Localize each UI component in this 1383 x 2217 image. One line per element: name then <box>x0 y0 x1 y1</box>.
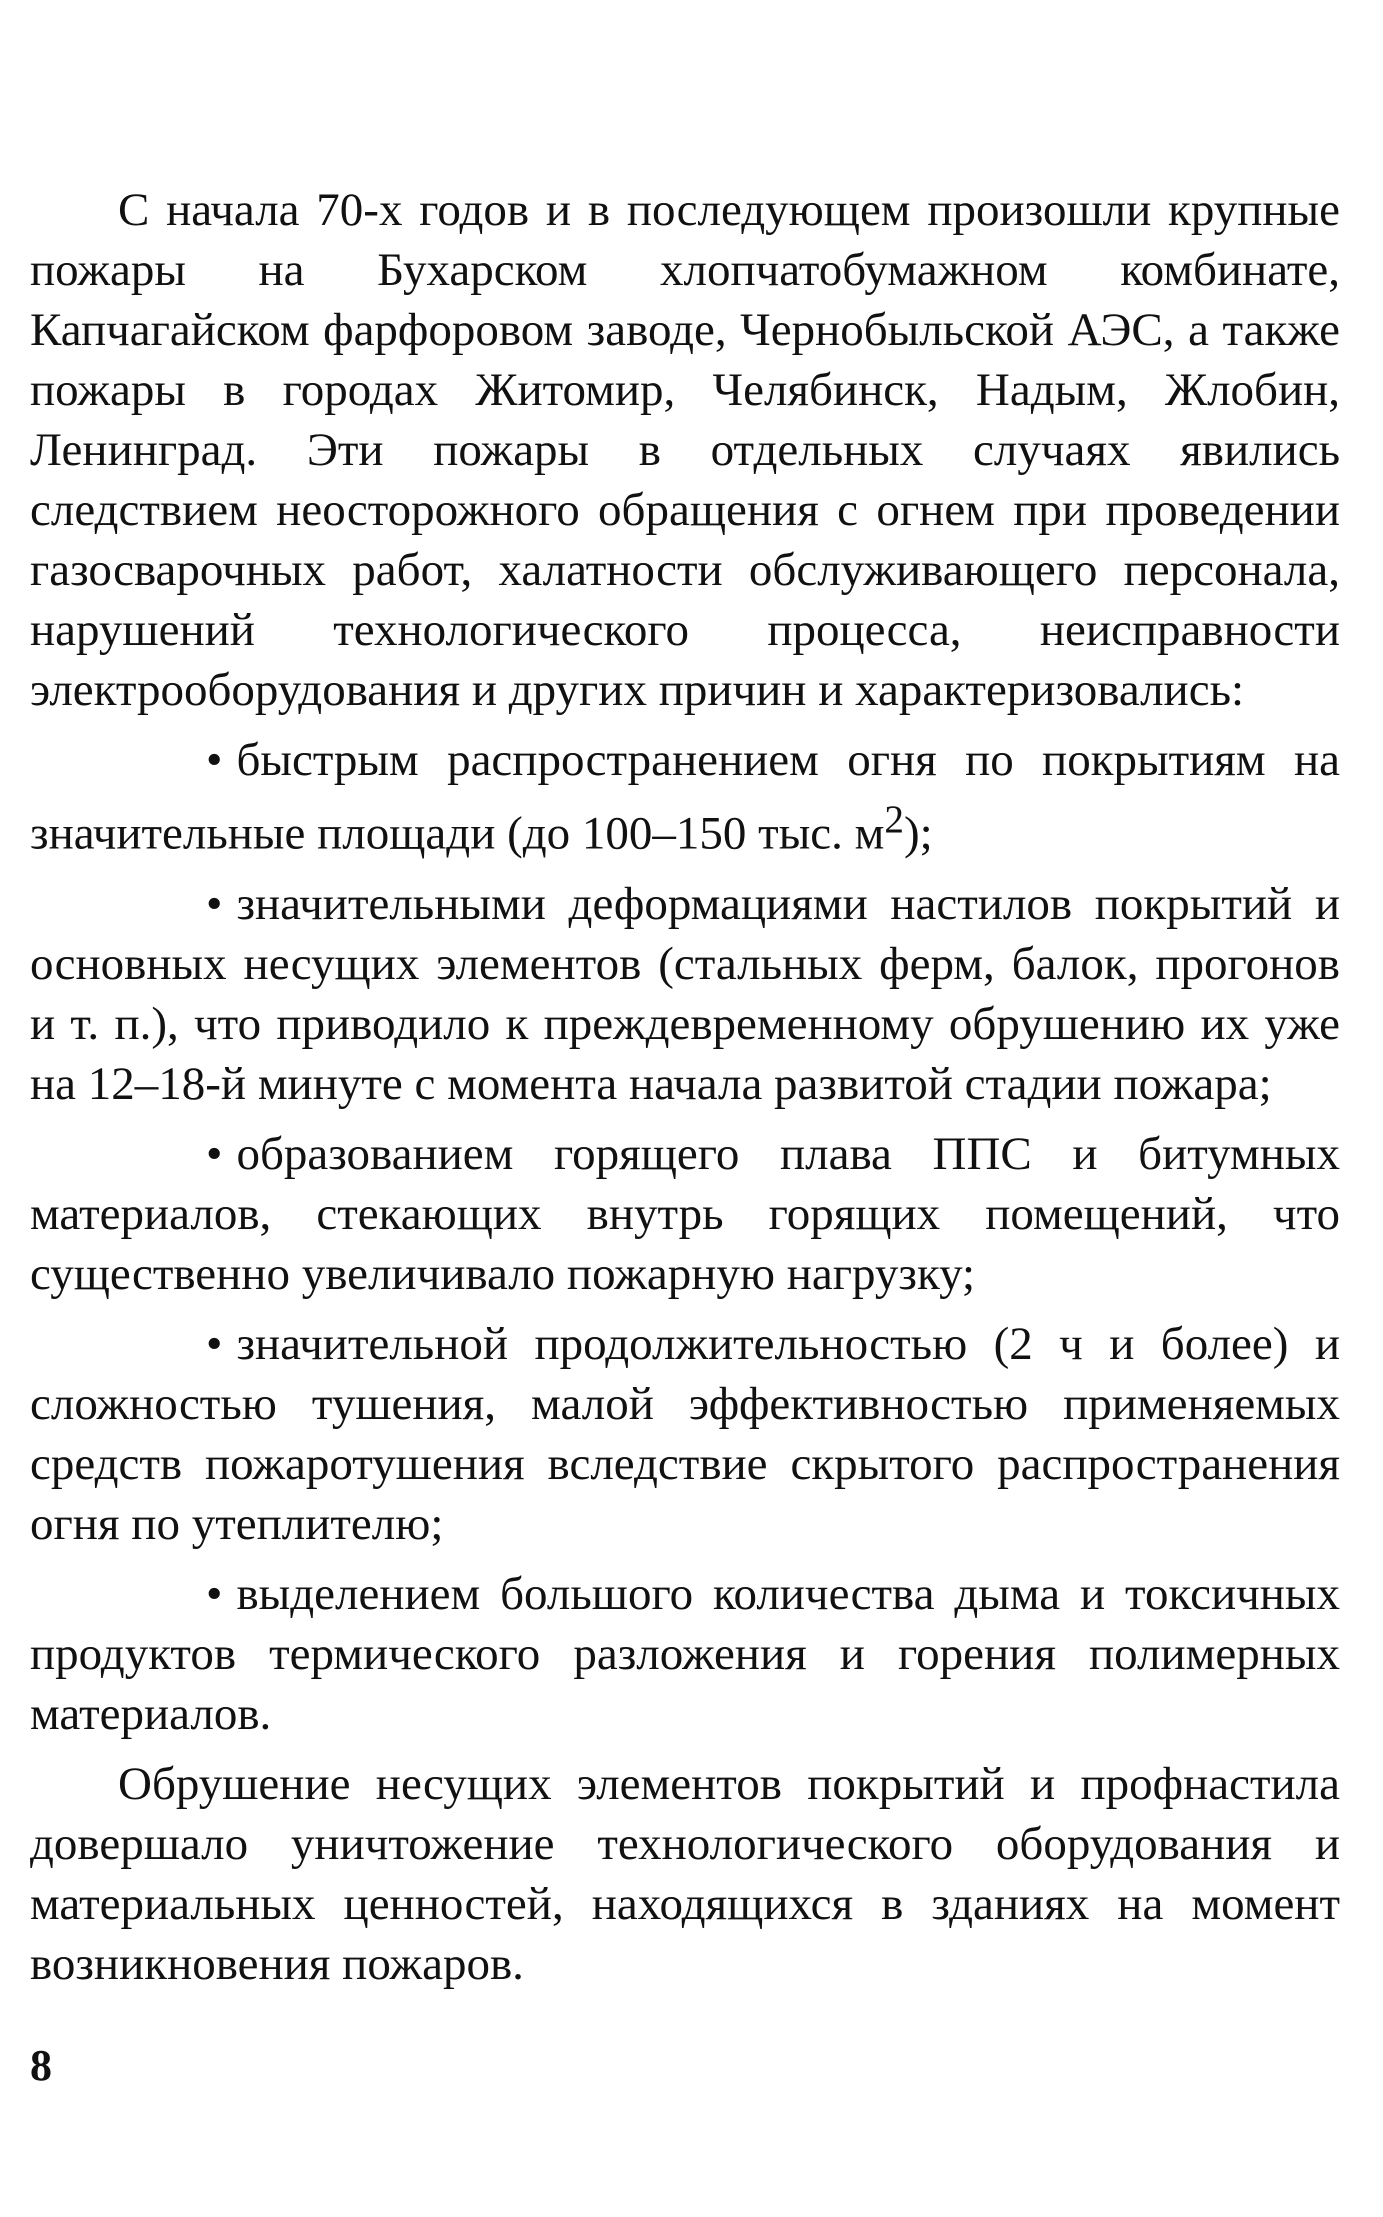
list-item-text: значительной продолжительностью (2 ч и более) и сложностью тушения, малой эффективностью применяемых средств пожаротушения вследствие скрытого распространения огня по утеплителю; <box>30 1317 1340 1550</box>
list-item-duration <box>30 1314 1340 1554</box>
bullet-icon: • <box>206 1317 223 1370</box>
bullet-icon: • <box>206 877 223 930</box>
paragraph-intro: С начала 70-х годов и в последующем произошли крупные пожары на Бухарском хлопчатобумажном комбинате, Капчагайском фарфоровом заводе, Чернобыльской АЭС, а также пожары в городах Житомир, Челябинск, Надым, Жлобин, Ленинград. Эти пожары в отдельных случаях явились следствием неосторожного обращения с огнем при проведении газосварочных работ, халатности обслуживающего персонала, нарушений технологического процесса, неисправности электрооборудования и других причин и характеризовались: <box>30 184 1340 716</box>
list-item-spread <box>30 730 1340 864</box>
list-item-melt <box>30 1124 1340 1304</box>
bullet-icon: • <box>206 1127 223 1180</box>
list-item-smoke <box>30 1564 1340 1744</box>
list-item-text: образованием горящего плава ППС и битумных материалов, стекающих внутрь горящих помещений, что существенно увеличивало пожарную нагрузку; <box>30 1127 1340 1300</box>
paragraph-conclusion: Обрушение несущих элементов покрытий и профнастила довершало уничтожение технологического оборудования и материальных ценностей, находящихся в зданиях на момент возникновения пожаров. <box>30 1757 1340 1990</box>
bullet-icon: • <box>206 1567 223 1620</box>
list-item-text: быстрым распространением огня по покрытиям на значительные площади (до 100–150 тыс. м <box>30 734 1340 860</box>
page-body <box>30 180 1340 2004</box>
page-number: 8 <box>30 2041 52 2090</box>
bullet-icon: • <box>206 734 223 786</box>
list-item-deformation <box>30 874 1340 1114</box>
superscript: 2 <box>884 798 904 841</box>
list-item-text: выделением большого количества дыма и токсичных продуктов термического разложения и горения полимерных материалов. <box>30 1567 1340 1740</box>
list-item-text: значительными деформациями настилов покрытий и основных несущих элементов (стальных ферм, балок, прогонов и т. п.), что приводило к преждевременному обрушению их уже на 12–18-й минуте с момента начала развитой стадии пожара; <box>30 877 1340 1110</box>
list-item-text-end: ); <box>903 807 933 860</box>
